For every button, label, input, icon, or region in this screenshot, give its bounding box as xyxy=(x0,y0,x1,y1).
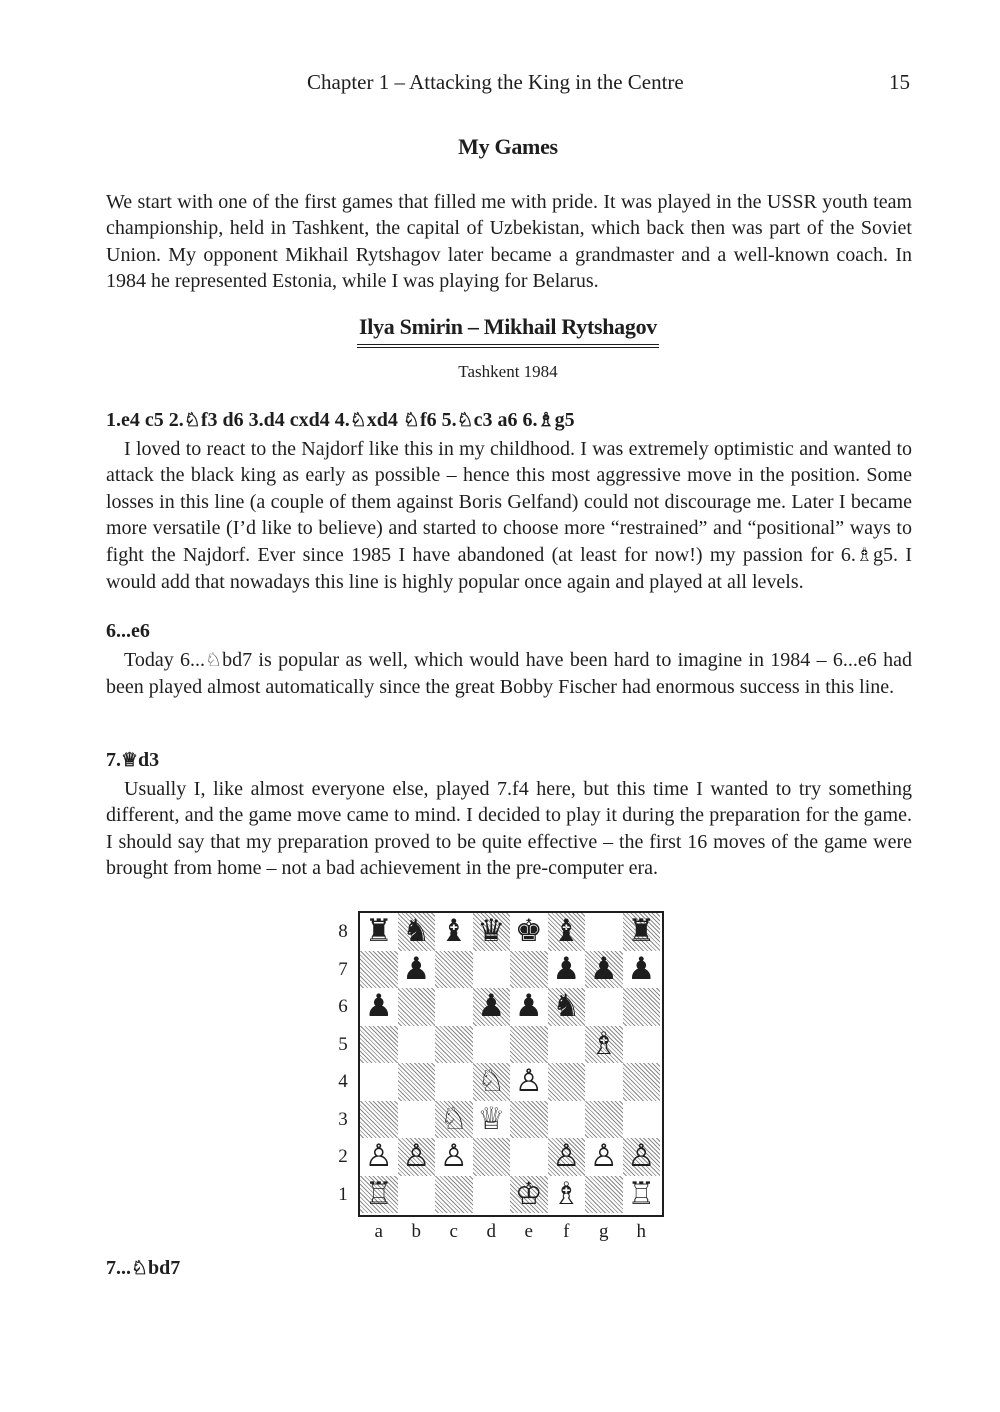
file-label: g xyxy=(599,1221,609,1242)
square-g2 xyxy=(585,1138,623,1176)
black-rook-icon: ♜ xyxy=(364,913,393,950)
square-d1 xyxy=(473,1176,511,1214)
game-venue: Tashkent 1984 xyxy=(458,362,558,381)
rank-label: 7 xyxy=(338,958,348,980)
square-d8 xyxy=(473,913,511,951)
black-bishop-icon: ♝ xyxy=(552,913,581,950)
white-knight-icon: ♘ xyxy=(439,1100,468,1137)
black-knight-icon: ♞ xyxy=(402,913,431,950)
square-g1 xyxy=(585,1176,623,1214)
square-d5 xyxy=(473,1026,511,1064)
comment-3: Usually I, like almost everyone else, played 7.f4 here, but this time I wanted to try something different, and the game move came to mind. I decided to play it during the preparation for the game. I should say that my preparation proved to be quite effective – the first 16 moves of the game were brought from home – not a bad achievement in the pre-computer era. xyxy=(106,778,912,880)
white-bishop-icon: ♗ xyxy=(589,1025,618,1062)
square-f7 xyxy=(548,951,586,989)
comment-text: bd7 is popular as well, which would have been hard to imagine in 1984 – 6...e6 had been played almost automatically since the great Bobby Fischer had enormous success in this line. xyxy=(106,649,912,699)
black-pawn-icon: ♟ xyxy=(589,950,618,987)
queen-glyph: ♕ xyxy=(121,750,139,771)
move-line-1 xyxy=(106,409,575,432)
rank-label: 4 xyxy=(338,1071,348,1092)
white-pawn-icon: ♙ xyxy=(439,1138,468,1175)
square-c1 xyxy=(435,1176,473,1214)
move-line-4 xyxy=(106,1257,180,1280)
move-text: g5 xyxy=(554,409,575,431)
black-rook-icon: ♜ xyxy=(627,913,656,950)
square-f1 xyxy=(548,1176,586,1214)
square-h1 xyxy=(623,1176,661,1214)
square-c3 xyxy=(435,1101,473,1139)
black-pawn-icon: ♟ xyxy=(514,988,543,1025)
section-title: My Games xyxy=(458,134,558,159)
game-title: Ilya Smirin – Mikhail Rytshagov xyxy=(357,314,659,348)
knight-glyph: ♘ xyxy=(456,410,474,431)
comment-2 xyxy=(106,647,912,701)
square-c8 xyxy=(435,913,473,951)
black-pawn-icon: ♟ xyxy=(364,988,393,1025)
square-h8 xyxy=(623,913,661,951)
square-a8 xyxy=(360,913,398,951)
square-b7 xyxy=(398,951,436,989)
square-g8 xyxy=(585,913,623,951)
square-b5 xyxy=(398,1026,436,1064)
move-text: c3 a6 6. xyxy=(473,409,538,431)
square-a1 xyxy=(360,1176,398,1214)
square-e8 xyxy=(510,913,548,951)
move-text: 7... xyxy=(106,1257,131,1279)
rank-label: 1 xyxy=(338,1183,348,1205)
comment-text: g5. I would add that nowadays this line is highly popular once again and played at all levels. xyxy=(106,543,912,594)
game-heading xyxy=(0,314,1000,348)
white-pawn-icon: ♙ xyxy=(552,1138,581,1175)
rank-label: 3 xyxy=(338,1108,348,1130)
square-b4 xyxy=(398,1063,436,1101)
square-c5 xyxy=(435,1026,473,1064)
move-text: f6 5. xyxy=(419,409,457,431)
square-g7 xyxy=(585,951,623,989)
page-number: 15 xyxy=(889,70,910,94)
white-pawn-icon: ♙ xyxy=(627,1138,656,1175)
running-head: Chapter 1 – Attacking the King in the Centre xyxy=(307,70,684,94)
square-e6 xyxy=(510,988,548,1026)
square-e1 xyxy=(510,1176,548,1214)
move-text: bd7 xyxy=(148,1257,181,1279)
square-g3 xyxy=(585,1101,623,1139)
comment-text: Today 6... xyxy=(124,649,206,671)
square-b8 xyxy=(398,913,436,951)
white-rook-icon: ♖ xyxy=(364,1175,393,1212)
square-d2 xyxy=(473,1138,511,1176)
square-d4 xyxy=(473,1063,511,1101)
square-e7 xyxy=(510,951,548,989)
file-label: b xyxy=(411,1221,421,1242)
rank-label: 5 xyxy=(338,1033,348,1055)
rank-label: 6 xyxy=(338,996,348,1017)
square-h4 xyxy=(623,1063,661,1101)
move-text: d3 xyxy=(138,749,160,771)
square-b1 xyxy=(398,1176,436,1214)
square-f8 xyxy=(548,913,586,951)
square-b3 xyxy=(398,1101,436,1139)
black-king-icon: ♚ xyxy=(514,913,543,950)
bishop-glyph: ♗ xyxy=(537,410,555,431)
rank-label: 2 xyxy=(338,1146,348,1167)
square-d6 xyxy=(473,988,511,1026)
knight-glyph: ♘ xyxy=(205,650,223,671)
white-king-icon: ♔ xyxy=(514,1175,543,1212)
square-f3 xyxy=(548,1101,586,1139)
file-label: d xyxy=(486,1221,496,1242)
black-pawn-icon: ♟ xyxy=(402,950,431,987)
square-a4 xyxy=(360,1063,398,1101)
knight-glyph: ♘ xyxy=(349,410,367,431)
move-text: xd4 xyxy=(366,409,403,431)
square-d3 xyxy=(473,1101,511,1139)
intro-paragraph: We start with one of the first games that filled me with pride. It was played in the USSR youth team championship, held in Tashkent, the capital of Uzbekistan, which back then was part of the Soviet Union. My opponent Mikhail Rytshagov later became a grandmaster and a well-known coach. In 1984 he represented Estonia, while I was playing for Belarus. xyxy=(106,191,912,293)
black-pawn-icon: ♟ xyxy=(627,950,656,987)
square-h6 xyxy=(623,988,661,1026)
square-b6 xyxy=(398,988,436,1026)
file-label: f xyxy=(563,1221,570,1242)
white-queen-icon: ♕ xyxy=(477,1100,506,1137)
square-a7 xyxy=(360,951,398,989)
knight-glyph: ♘ xyxy=(131,1258,149,1279)
black-pawn-icon: ♟ xyxy=(552,950,581,987)
white-pawn-icon: ♙ xyxy=(364,1138,393,1175)
file-label: e xyxy=(524,1221,533,1242)
knight-glyph: ♘ xyxy=(183,410,201,431)
chess-board xyxy=(358,911,664,1217)
move-text: f3 d6 3.d4 cxd4 4. xyxy=(200,409,350,431)
black-bishop-icon: ♝ xyxy=(439,913,468,950)
white-knight-icon: ♘ xyxy=(477,1063,506,1100)
file-label: a xyxy=(374,1221,383,1242)
square-f5 xyxy=(548,1026,586,1064)
comment-1 xyxy=(106,436,912,595)
move-text: 7. xyxy=(106,749,121,771)
square-g6 xyxy=(585,988,623,1026)
square-e2 xyxy=(510,1138,548,1176)
square-h3 xyxy=(623,1101,661,1139)
white-rook-icon: ♖ xyxy=(627,1175,656,1212)
square-c7 xyxy=(435,951,473,989)
square-e3 xyxy=(510,1101,548,1139)
square-h2 xyxy=(623,1138,661,1176)
square-c4 xyxy=(435,1063,473,1101)
move-line-2: 6...e6 xyxy=(106,620,150,642)
square-d7 xyxy=(473,951,511,989)
square-g5 xyxy=(585,1026,623,1064)
square-c6 xyxy=(435,988,473,1026)
square-f2 xyxy=(548,1138,586,1176)
white-pawn-icon: ♙ xyxy=(402,1138,431,1175)
white-pawn-icon: ♙ xyxy=(514,1063,543,1100)
white-pawn-icon: ♙ xyxy=(589,1138,618,1175)
square-a6 xyxy=(360,988,398,1026)
move-line-3 xyxy=(106,749,159,772)
black-knight-icon: ♞ xyxy=(552,988,581,1025)
square-a5 xyxy=(360,1026,398,1064)
white-bishop-icon: ♗ xyxy=(552,1175,581,1212)
square-f6 xyxy=(548,988,586,1026)
square-e5 xyxy=(510,1026,548,1064)
move-text: 1.e4 c5 2. xyxy=(106,409,184,431)
file-label: c xyxy=(449,1221,458,1242)
bishop-glyph: ♗ xyxy=(855,544,873,566)
black-pawn-icon: ♟ xyxy=(477,988,506,1025)
knight-glyph: ♘ xyxy=(402,410,420,431)
square-f4 xyxy=(548,1063,586,1101)
comment-text: I loved to react to the Najdorf like this in my childhood. I was extremely optimistic and wanted to attack the black king as early as possible – hence this most aggressive move in the position. Some losses in this line (a couple of them against Boris Gelfand) could not discourage me. Later I became more versatile (I’d like to believe) and started to choose more “restrained” and “positional” ways to fight the Najdorf. Ever since 1985 I have abandoned (at least for now!) my passion for 6. xyxy=(106,438,912,566)
file-label: h xyxy=(636,1221,646,1242)
rank-label: 8 xyxy=(338,921,348,942)
square-a2 xyxy=(360,1138,398,1176)
square-e4 xyxy=(510,1063,548,1101)
square-h7 xyxy=(623,951,661,989)
square-h5 xyxy=(623,1026,661,1064)
square-c2 xyxy=(435,1138,473,1176)
square-a3 xyxy=(360,1101,398,1139)
black-queen-icon: ♛ xyxy=(477,913,506,950)
square-b2 xyxy=(398,1138,436,1176)
square-g4 xyxy=(585,1063,623,1101)
